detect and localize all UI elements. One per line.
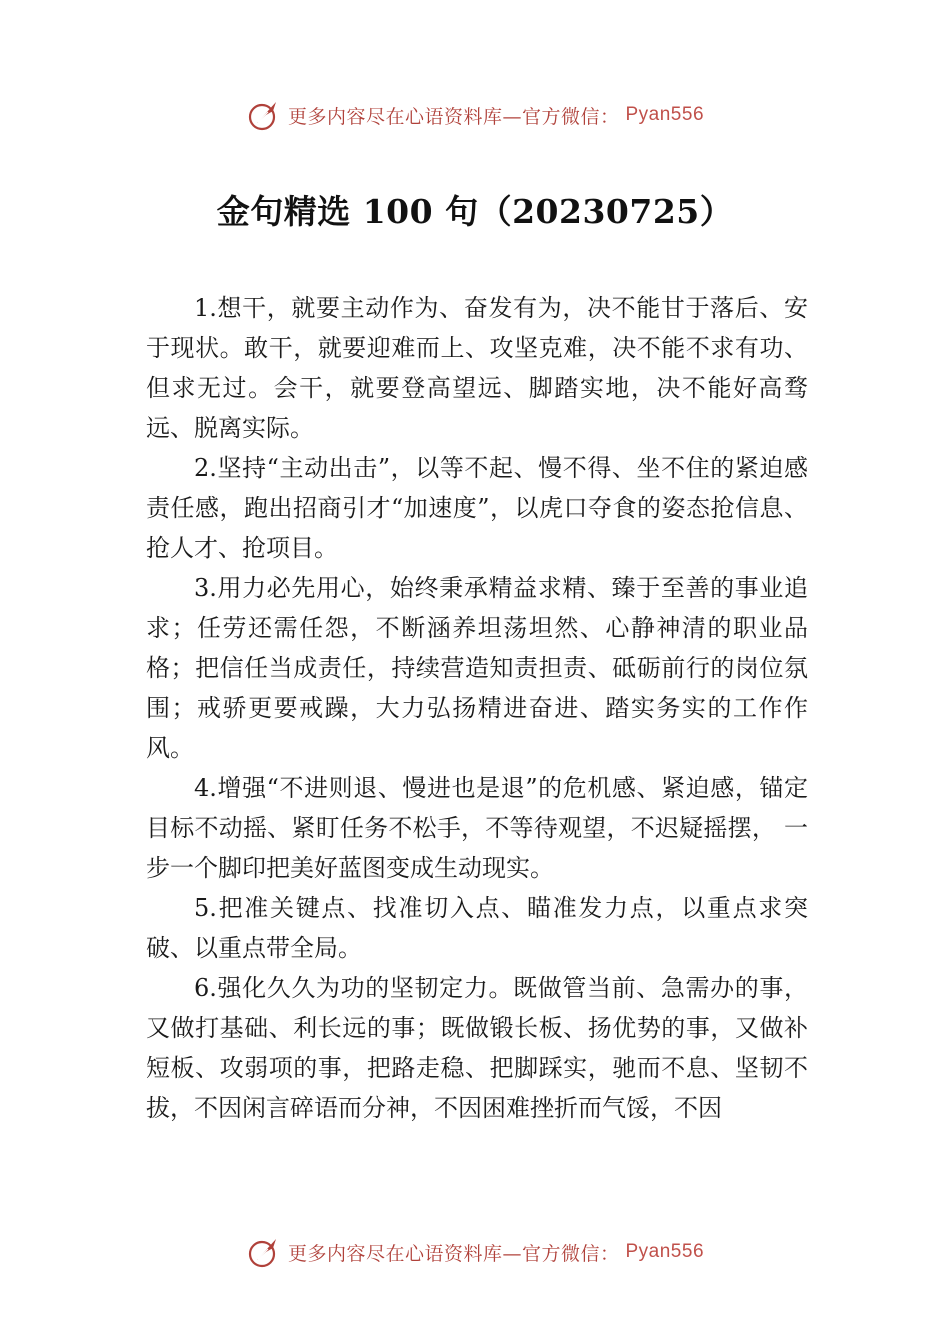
header-banner-text: 更多内容尽在心语资料库—官方微信： (287, 105, 620, 128)
header-banner (0, 95, 950, 135)
paragraph: 3.用力必先用心，始终秉承精益求精、臻于至善的事业追求；任劳还需任怨，不断涵养坦荡坦然、心静神清的职业品格；把信任当成责任，持续营造知责担责、砥砺前行的岗位氛围；戒骄更要戒躁，大力弘扬精进奋进、踏实务实的工作作风。 (146, 574, 808, 762)
quill-logo-icon (246, 1234, 282, 1270)
paragraph: 1.想干，就要主动作为、奋发有为，决不能甘于落后、安于现状。敢干，就要迎难而上、攻坚克难，决不能不求有功、但求无过。会干，就要登高望远、脚踏实地，决不能好高骛远、脱离实际。 (146, 294, 808, 442)
quill-logo-icon (246, 97, 282, 133)
header-wechat-id: Pyan556 (625, 104, 705, 125)
paragraph: 5.把准关键点、找准切入点、瞄准发力点，以重点求突破、以重点带全局。 (146, 894, 808, 962)
document-title: 金句精选 100 句（20230725） (216, 192, 734, 231)
paragraph: 4.增强“不进则退、慢进也是退”的危机感、紧迫感，锚定目标不动摇、紧盯任务不松手，不等待观望，不迟疑摇摆， 一步一个脚印把美好蓝图变成生动现实。 (146, 774, 808, 882)
paragraph: 2.坚持“主动出击”，以等不起、慢不得、坐不住的紧迫感责任感，跑出招商引才“加速度”，以虎口夺食的姿态抢信息、抢人才、抢项目。 (146, 454, 808, 562)
footer-banner (0, 1232, 950, 1272)
document-body (146, 288, 808, 1136)
footer-wechat-id: Pyan556 (625, 1241, 705, 1262)
paragraph: 6.强化久久为功的坚韧定力。既做管当前、急需办的事，又做打基础、利长远的事；既做锻长板、扬优势的事，又做补短板、攻弱项的事，把路走稳、把脚踩实，驰而不息、坚韧不拔，不因闲言碎语而分神，不因困难挫折而气馁，不因 (146, 974, 808, 1122)
footer-banner-text: 更多内容尽在心语资料库—官方微信： (287, 1242, 620, 1265)
